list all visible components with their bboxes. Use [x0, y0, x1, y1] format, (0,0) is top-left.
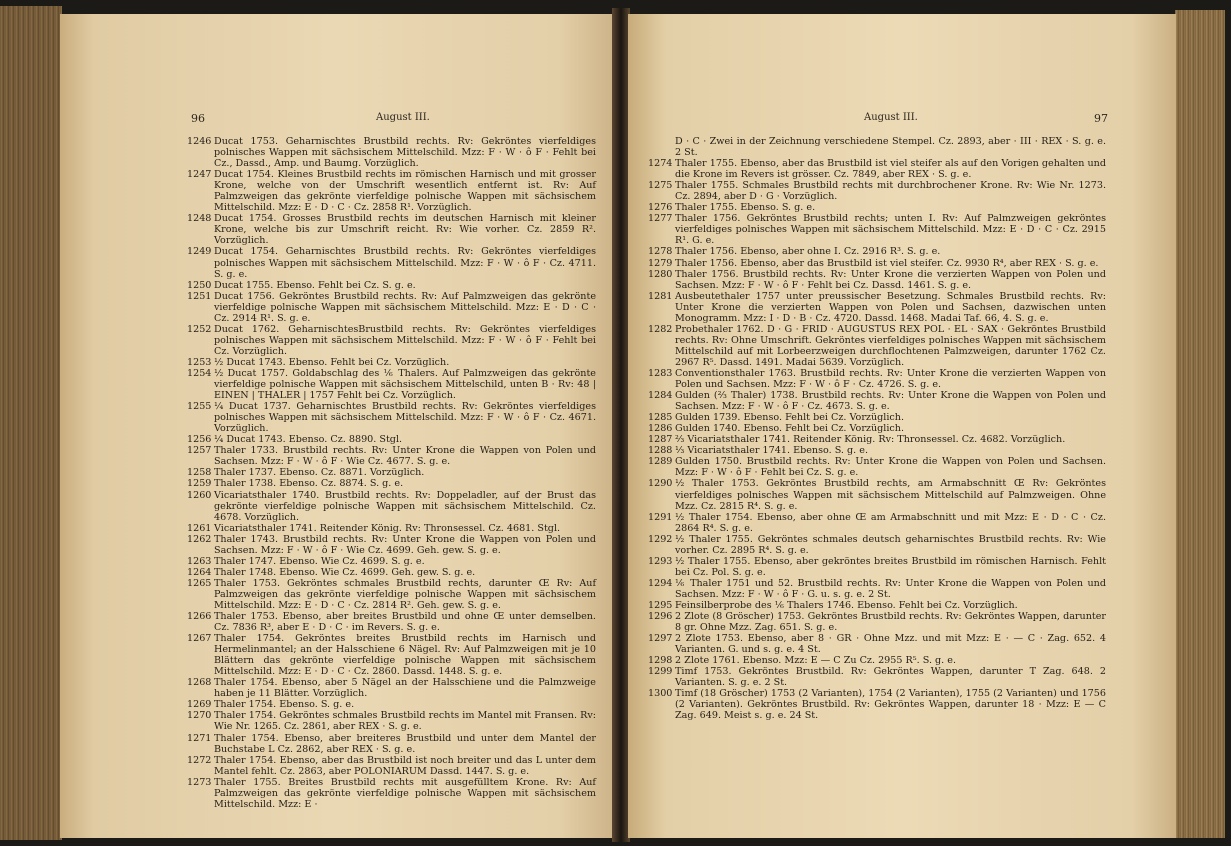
- entry-number: 1260: [187, 489, 212, 501]
- entry-number: 1278: [648, 246, 673, 258]
- catalogue-entry: [187, 136, 596, 169]
- catalogue-entry: [187, 777, 596, 810]
- catalogue-entry: [648, 534, 1106, 556]
- entry-number: 1295: [648, 599, 673, 611]
- catalogue-entry: [187, 368, 596, 401]
- catalogue-entry: [648, 666, 1106, 688]
- entry-number: 1283: [648, 367, 673, 379]
- catalogue-entry: [187, 578, 596, 611]
- entry-number: 1290: [648, 478, 673, 490]
- left-catalogue-column: [187, 136, 596, 810]
- catalogue-entry: [648, 202, 1106, 213]
- catalogue-entry: [648, 434, 1106, 445]
- entry-number: 1272: [187, 754, 212, 766]
- catalogue-entry: [187, 699, 596, 710]
- catalogue-entry: [648, 688, 1106, 721]
- entry-number: 1266: [187, 611, 212, 623]
- entry-number: 1249: [187, 246, 212, 258]
- entry-number: 1291: [648, 511, 673, 523]
- entry-number: 1255: [187, 401, 212, 413]
- entry-number: 1297: [648, 633, 673, 645]
- catalogue-entry: [648, 578, 1106, 600]
- entry-description: ⅓ Vicariatsthaler 1741. Ebenso. S. g. e.: [675, 445, 868, 457]
- catalogue-entry: [648, 512, 1106, 534]
- entry-description: Thaler 1738. Ebenso. Cz. 8874. S. g. e.: [214, 478, 404, 490]
- entry-description: Ducat 1755. Ebenso. Fehlt bei Cz. S. g. e.: [214, 279, 416, 291]
- entry-number: 1254: [187, 367, 212, 379]
- catalogue-entry: [187, 556, 596, 567]
- catalogue-entry: [187, 534, 596, 556]
- entry-description: Thaler 1743. Brustbild rechts. Rv: Unter Krone die Wappen von Polen und Sachsen. Mzz: F · W · ô F · Wie Cz. 4699. Geh. gew. S. g. e.: [214, 533, 596, 556]
- entry-description: Gulden (⅔ Thaler) 1738. Brustbild rechts. Rv: Unter Krone die Wappen von Polen und Sachsen. Mzz: F · W · ô F · Cz. 4673. S. g. e.: [675, 390, 1106, 413]
- continued-entry-text: D · C · Zwei in der Zeichnung verschiedene Stempel. Cz. 2893, aber · III · REX · S. g. e. 2 St.: [675, 136, 1106, 159]
- left-running-head: August III.: [376, 112, 430, 123]
- catalogue-entry: [187, 213, 596, 246]
- left-page-number: 96: [191, 112, 205, 125]
- entry-description: 2 Zlote (8 Gröscher) 1753. Gekröntes Brustbild rechts. Rv: Gekröntes Wappen, darunter 8 gr. Ohne Mzz. Zag. 651. S. g. e.: [675, 611, 1106, 634]
- entry-description: Ausbeutethaler 1757 unter preussischer Besetzung. Schmales Brustbild rechts. Rv: Unter Krone die verzierten Wappen von Polen und Sachsen, dazwischen unten Monogramm. Mzz: I · D · B · Cz. 4720. Dassd. 1468. Madai Taf. 66, 4. S. g. e.: [675, 290, 1106, 324]
- entry-description: ½ Thaler 1755. Gekröntes schmales deutsch geharnischtes Brustbild rechts. Rv: Wie vorher. Cz. 2895 R⁴. S. g. e.: [675, 533, 1106, 556]
- entry-description: ½ Ducat 1757. Goldabschlag des ⅙ Thalers. Auf Palmzweigen das gekrönte vierfeldige polnische Wappen mit sächsischem Mittelschild, unten B · Rv: 48 | EINEN | THALER | 1757 Fehlt bei Cz. Vorzüglich.: [214, 367, 596, 402]
- catalogue-entry: [648, 258, 1106, 269]
- entry-number: 1271: [187, 732, 212, 744]
- catalogue-entry: [648, 269, 1106, 291]
- entry-number: 1293: [648, 555, 673, 567]
- right-page-number: 97: [1094, 112, 1108, 125]
- entry-number: 1273: [187, 776, 212, 788]
- entry-description: Probethaler 1762. D · G · FRID · AUGUSTUS REX POL · EL · SAX · Gekröntes Brustbild rechts. Rv: Ohne Umschrift. Gekröntes vierfeldiges polnisches Wappen mit sächsischem Mittelschild auf mit Lorbeerzweigen durchflochtenen Palmzweigen, darunter 1762 Cz. 2967 R⁵. Dassd. 1491. Madai 5639. Vorzüglich.: [675, 323, 1106, 368]
- entry-description: ½ Thaler 1755. Ebenso, aber gekröntes breites Brustbild im römischen Harnisch. Fehlt bei Cz. Pol. S. g. e.: [675, 555, 1106, 578]
- catalogue-entry: [187, 445, 596, 467]
- entry-description: ½ Thaler 1754. Ebenso, aber ohne Œ am Armabschnitt und mit Mzz: E · D · C · Cz. 2864 R⁴. S. g. e.: [675, 511, 1106, 534]
- entry-number: 1300: [648, 688, 673, 700]
- entry-description: Ducat 1762. GeharnischtesBrustbild rechts. Rv: Gekröntes vierfeldiges polnisches Wappen mit sächsischem Mittelschild. Mzz: F · W · ô F · Fehlt bei Cz. Vorzüglich.: [214, 323, 596, 357]
- entry-description: Ducat 1754. Kleines Brustbild rechts im römischen Harnisch und mit grosser Krone, welche von der Umschrift wesentlich entfernt ist. Rv: Auf Palmzweigen das gekrönte vierfeldige polnische Wappen mit sächsischem Mittelschild. Mzz: E · D · C · Cz. 2858 R¹. Vorzüglich.: [214, 169, 596, 214]
- entry-number: 1262: [187, 533, 212, 545]
- entry-number: 1299: [648, 666, 673, 678]
- catalogue-entry: [648, 423, 1106, 434]
- entry-number: 1253: [187, 356, 212, 368]
- entry-description: Timf 1753. Gekröntes Brustbild. Rv: Gekröntes Wappen, darunter T Zag. 648. 2 Varianten. S. g. e. 2 St.: [675, 666, 1106, 689]
- entry-number: 1274: [648, 158, 673, 170]
- entry-description: Gulden 1750. Brustbild rechts. Rv: Unter Krone die Wappen von Polen und Sachsen. Mzz: F · W · ô F · Fehlt bei Cz. S. g. e.: [675, 456, 1106, 479]
- entry-description: Thaler 1747. Ebenso. Wie Cz. 4699. S. g. e.: [214, 555, 425, 567]
- entry-number: 1277: [648, 213, 673, 225]
- catalogue-entry: [187, 710, 596, 732]
- left-page: [60, 14, 615, 838]
- catalogue-entry: [648, 456, 1106, 478]
- entry-number: 1294: [648, 577, 673, 589]
- entry-number: 1250: [187, 279, 212, 291]
- entry-description: ¼ Ducat 1743. Ebenso. Cz. 8890. Stgl.: [214, 434, 403, 446]
- entry-description: Thaler 1754. Gekröntes breites Brustbild rechts im Harnisch und Hermelinmantel; an der Halsschiene 6 Nägel. Rv: Auf Palmzweigen mit je 10 Blättern das gekrönte vierfeldige polnische Wappen mit sächsischem Mittelschild. Mzz: E · D · C · Cz. 2860. Dassd. 1448. S. g. e.: [214, 633, 596, 678]
- entry-number: 1296: [648, 611, 673, 623]
- right-page: [628, 14, 1176, 838]
- entry-number: 1286: [648, 423, 673, 435]
- entry-description: ¼ Ducat 1737. Geharnischtes Brustbild rechts. Rv: Gekröntes vierfeldiges polnisches Wappen mit sächsischem Mittelschild. Mzz: F · W · ô F · Cz. 4671. Vorzüglich.: [214, 401, 596, 435]
- catalogue-entry: [187, 324, 596, 357]
- entry-description: 2 Zlote 1753. Ebenso, aber 8 · GR · Ohne Mzz. und mit Mzz: E · — C · Zag. 652. 4 Varianten. G. und s. g. e. 4 St.: [675, 633, 1106, 656]
- entry-number: 1252: [187, 323, 212, 335]
- catalogue-entry: [187, 169, 596, 213]
- catalogue-entry: [648, 213, 1106, 246]
- entry-number: 1264: [187, 566, 212, 578]
- entry-description: Feinsilberprobe des ⅙ Thalers 1746. Ebenso. Fehlt bei Cz. Vorzüglich.: [675, 599, 1018, 611]
- entry-number: 1292: [648, 533, 673, 545]
- entry-number: 1269: [187, 699, 212, 711]
- catalogue-entry: [648, 246, 1106, 257]
- catalogue-entry: [187, 523, 596, 534]
- catalogue-entry: [187, 611, 596, 633]
- entry-description: Thaler 1755. Schmales Brustbild rechts mit durchbrochener Krone. Rv: Wie Nr. 1273. Cz. 2894, aber D · G · Vorzüglich.: [675, 180, 1106, 203]
- catalogue-entry: [648, 633, 1106, 655]
- entry-number: 1280: [648, 268, 673, 280]
- catalogue-entry: [648, 445, 1106, 456]
- entry-number: 1246: [187, 136, 212, 147]
- entry-description: 2 Zlote 1761. Ebenso. Mzz: E — C Zu Cz. 2955 R⁵. S. g. e.: [675, 655, 957, 667]
- entry-description: Conventionsthaler 1763. Brustbild rechts. Rv: Unter Krone die verzierten Wappen von Polen und Sachsen. Mzz: F · W · ô F · Cz. 4726. S. g. e.: [675, 367, 1106, 391]
- entry-description: Thaler 1756. Gekröntes Brustbild rechts; unten I. Rv: Auf Palmzweigen gekröntes vierfeldiges polnisches Wappen mit sächsischem Mittelschild. Mzz: E · D · C · Cz. 2915 R¹. G. e.: [675, 213, 1106, 247]
- entry-number: 1259: [187, 478, 212, 490]
- entry-description: Thaler 1753. Gekröntes schmales Brustbild rechts, darunter Œ Rv: Auf Palmzweigen das gekrönte vierfeldige polnische Wappen mit sächsischem Mittelschild. Mzz: E · D · C · Cz. 2814 R². Geh. gew. S. g. e.: [214, 577, 596, 611]
- catalogue-entry: [648, 158, 1106, 180]
- left-page-edges: [0, 6, 62, 840]
- entry-description: Ducat 1753. Geharnischtes Brustbild rechts. Rv: Gekröntes vierfeldiges polnisches Wappen mit sächsischem Mittelschild. Mzz: F · W · ô F · Fehlt bei Cz., Dassd., Amp. und Baumg. Vorzüglich.: [214, 136, 596, 170]
- catalogue-entry: [187, 677, 596, 699]
- catalogue-entry: [187, 291, 596, 324]
- entry-number: 1257: [187, 445, 212, 457]
- entry-number: 1265: [187, 577, 212, 589]
- entry-number: 1279: [648, 257, 673, 269]
- catalogue-entry: [648, 655, 1106, 666]
- catalogue-entry: [187, 357, 596, 368]
- entry-number: 1289: [648, 456, 673, 468]
- entry-number: 1275: [648, 180, 673, 192]
- entry-number: 1282: [648, 323, 673, 335]
- entry-number: 1268: [187, 677, 212, 689]
- catalogue-entry: [648, 611, 1106, 633]
- entry-description: ⅙ Thaler 1751 und 52. Brustbild rechts. Rv: Unter Krone die Wappen von Polen und Sachsen. Mzz: F · W · ô F · G. u. s. g. e. 2 St.: [675, 577, 1106, 600]
- catalogue-entry: [187, 567, 596, 578]
- entry-description: Ducat 1756. Gekröntes Brustbild rechts. Rv: Auf Palmzweigen das gekrönte vierfeldige polnische Wappen mit sächsischem Mittelschild. Mzz: E · D · C · Cz. 2914 R¹. S. g. e.: [214, 290, 596, 324]
- catalogue-entry: [648, 478, 1106, 511]
- entry-description: Thaler 1754. Gekröntes schmales Brustbild rechts im Mantel mit Fransen. Rv: Wie Nr. 1265. Cz. 2861, aber REX · S. g. e.: [214, 710, 596, 733]
- entry-description: Vicariatsthaler 1741. Reitender König. Rv: Thronsessel. Cz. 4681. Stgl.: [214, 522, 561, 534]
- entry-description: Thaler 1754. Ebenso, aber breiteres Brustbild und unter dem Mantel der Buchstabe L Cz. 2862, aber REX · S. g. e.: [214, 732, 596, 755]
- entry-description: Thaler 1756. Ebenso, aber ohne I. Cz. 2916 R³. S. g. e.: [675, 246, 941, 258]
- right-catalogue-column: [648, 136, 1106, 721]
- entry-number: 1284: [648, 390, 673, 402]
- entry-description: ⅔ Vicariatsthaler 1741. Reitender König. Rv: Thronsessel. Cz. 4682. Vorzüglich.: [675, 434, 1066, 446]
- entry-number: 1248: [187, 213, 212, 225]
- catalogue-entry: [187, 755, 596, 777]
- catalogue-entry: [187, 633, 596, 677]
- entry-description: Thaler 1755. Ebenso, aber das Brustbild ist viel steifer als auf den Vorigen gehalten und die Krone im Revers ist grösser. Cz. 7849, aber REX · S. g. e.: [675, 158, 1106, 181]
- entry-number: 1258: [187, 467, 212, 479]
- catalogue-entry: [648, 390, 1106, 412]
- catalogue-entry: [648, 291, 1106, 324]
- catalogue-entry: [187, 467, 596, 478]
- entry-description: Gulden 1739. Ebenso. Fehlt bei Cz. Vorzüglich.: [675, 412, 905, 424]
- entry-number: 1263: [187, 555, 212, 567]
- entry-number: 1256: [187, 434, 212, 446]
- catalogue-entry: [648, 180, 1106, 202]
- catalogue-entry: [187, 401, 596, 434]
- entry-number: 1276: [648, 202, 673, 214]
- catalogue-entry: [648, 324, 1106, 368]
- entry-number: 1267: [187, 633, 212, 645]
- entry-description: Thaler 1754. Ebenso. S. g. e.: [214, 699, 355, 711]
- entry-number: 1270: [187, 710, 212, 722]
- entry-description: Gulden 1740. Ebenso. Fehlt bei Cz. Vorzüglich.: [675, 423, 905, 435]
- catalogue-entry: [187, 733, 596, 755]
- catalogue-entry: [187, 478, 596, 489]
- catalogue-entry: [187, 490, 596, 523]
- entry-description: Thaler 1755. Ebenso. S. g. e.: [675, 202, 816, 214]
- entry-description: Thaler 1756. Ebenso, aber das Brustbild ist viel steifer. Cz. 9930 R⁴, aber REX · S. g. e.: [675, 257, 1099, 269]
- entry-number: 1281: [648, 290, 673, 302]
- entry-number: 1298: [648, 655, 673, 667]
- right-running-head: August III.: [864, 112, 918, 123]
- catalogue-entry: [648, 368, 1106, 390]
- catalogue-entry: [648, 556, 1106, 578]
- catalogue-entry: [187, 434, 596, 445]
- entry-description: ½ Ducat 1743. Ebenso. Fehlt bei Cz. Vorzüglich.: [214, 356, 450, 368]
- entry-description: Timf (18 Gröscher) 1753 (2 Varianten), 1754 (2 Varianten), 1755 (2 Varianten) und 1756 (2 Varianten). Gekröntes Brustbild. Rv: Gekröntes Wappen, darunter 18 · Mzz: E — C Zag. 649. Meist s. g. e. 24 St.: [675, 688, 1106, 722]
- entry-description: Thaler 1754. Ebenso, aber 5 Nägel an der Halsschiene und die Palmzweige haben je 11 Blätter. Vorzüglich.: [214, 677, 596, 700]
- entry-description: Vicariatsthaler 1740. Brustbild rechts. Rv: Doppeladler, auf der Brust das gekrönte vierfeldige polnische Wappen mit sächsischem Mittelschild. Cz. 4678. Vorzüglich.: [214, 489, 596, 523]
- entry-description: Thaler 1733. Brustbild rechts. Rv: Unter Krone die Wappen von Polen und Sachsen. Mzz: F · W · ô F · Wie Cz. 4677. S. g. e.: [214, 445, 596, 468]
- catalogue-entry: [187, 246, 596, 279]
- entry-description: ½ Thaler 1753. Gekröntes Brustbild rechts, am Armabschnitt Œ Rv: Gekröntes vierfeldiges polnisches Wappen mit sächsischem Mittelschild auf Palmzweigen. Ohne Mzz. Cz. 2815 R⁴. S. g. e.: [675, 478, 1106, 512]
- entry-number: 1251: [187, 290, 212, 302]
- entry-description: Thaler 1748. Ebenso. Wie Cz. 4699. Geh. gew. S. g. e.: [214, 566, 476, 578]
- entry-number: 1285: [648, 412, 673, 424]
- entry-description: Thaler 1754. Ebenso, aber das Brustbild ist noch breiter und das L unter dem Mantel fehlt. Cz. 2863, aber POLONIARUM Dassd. 1447. S. g. e.: [214, 754, 596, 777]
- entry-description: Thaler 1756. Brustbild rechts. Rv: Unter Krone die verzierten Wappen von Polen und Sachsen. Mzz: F · W · ô F · Fehlt bei Cz. Dassd. 1461. S. g. e.: [675, 268, 1106, 291]
- entry-description: Thaler 1755. Breites Brustbild rechts mit ausgefülltem Krone. Rv: Auf Palmzweigen das gekrönte vierfeldige polnische Wappen mit sächsischem Mittelschild. Mzz: E ·: [214, 776, 596, 810]
- entry-number: 1287: [648, 434, 673, 446]
- right-page-edges: [1175, 10, 1225, 838]
- entry-description: Ducat 1754. Geharnischtes Brustbild rechts. Rv: Gekröntes vierfeldiges polnisches Wappen mit sächsischem Mittelschild. Mzz: F · W · ô F · Cz. 4711. S. g. e.: [214, 246, 596, 280]
- entry-number: 1261: [187, 522, 212, 534]
- entry-number: 1247: [187, 169, 212, 181]
- entry-description: Ducat 1754. Grosses Brustbild rechts im deutschen Harnisch mit kleiner Krone, welche bis zur Umschrift reicht. Rv: Wie vorher. Cz. 2859 R². Vorzüglich.: [214, 213, 596, 247]
- catalogue-entry: [187, 280, 596, 291]
- entry-description: Thaler 1753. Ebenso, aber breites Brustbild und ohne Œ unter demselben. Cz. 7836 R³, aber E · D · C · im Revers. S. g. e.: [214, 611, 596, 634]
- entry-number: 1288: [648, 445, 673, 457]
- catalogue-entry: [648, 412, 1106, 423]
- entry-description: Thaler 1737. Ebenso. Cz. 8871. Vorzüglich.: [214, 467, 425, 479]
- catalogue-entry: [648, 600, 1106, 611]
